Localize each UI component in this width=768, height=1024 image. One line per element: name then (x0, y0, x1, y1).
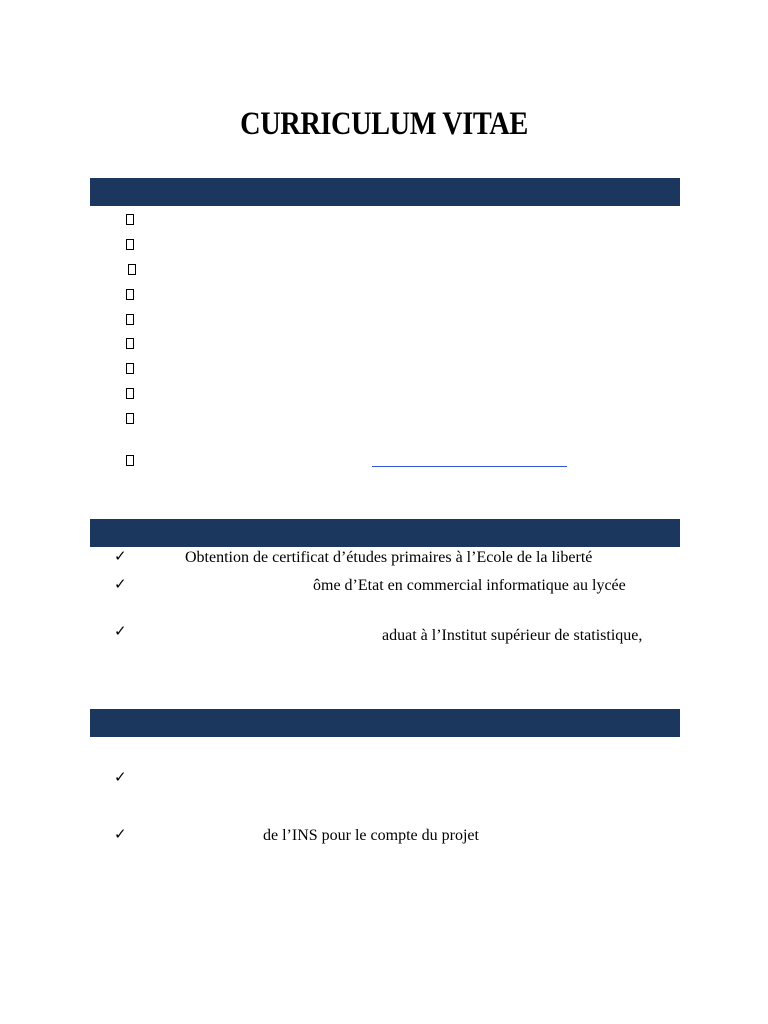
checkmark-icon: ✓ (114, 547, 127, 565)
checkmark-icon: ✓ (114, 768, 127, 786)
bullet-box-icon (126, 239, 134, 250)
bullet-box-icon (126, 413, 134, 424)
checkmark-icon: ✓ (114, 825, 127, 843)
education-item-2: ôme d’Etat en commercial informatique au lycée (313, 577, 626, 594)
bullet-box-icon (126, 314, 134, 325)
checkmark-icon: ✓ (114, 622, 127, 640)
bullet-box-icon (128, 264, 136, 275)
bullet-box-icon (126, 455, 134, 466)
email-link-underline[interactable] (372, 466, 567, 467)
education-item-1: Obtention de certificat d’études primaires à l’Ecole de la liberté (185, 549, 593, 566)
bullet-box-icon (126, 363, 134, 374)
experience-item-2: de l’INS pour le compte du projet (263, 827, 479, 844)
document-title: CURRICULUM VITAE (240, 106, 528, 142)
bullet-box-icon (126, 289, 134, 300)
section-header-bar-education (90, 519, 680, 547)
section-header-bar-experience (90, 709, 680, 737)
bullet-box-icon (126, 338, 134, 349)
checkmark-icon: ✓ (114, 575, 127, 593)
bullet-box-icon (126, 388, 134, 399)
bullet-box-icon (126, 214, 134, 225)
education-item-3: aduat à l’Institut supérieur de statistique, (382, 627, 643, 644)
section-header-bar-personal (90, 178, 680, 206)
